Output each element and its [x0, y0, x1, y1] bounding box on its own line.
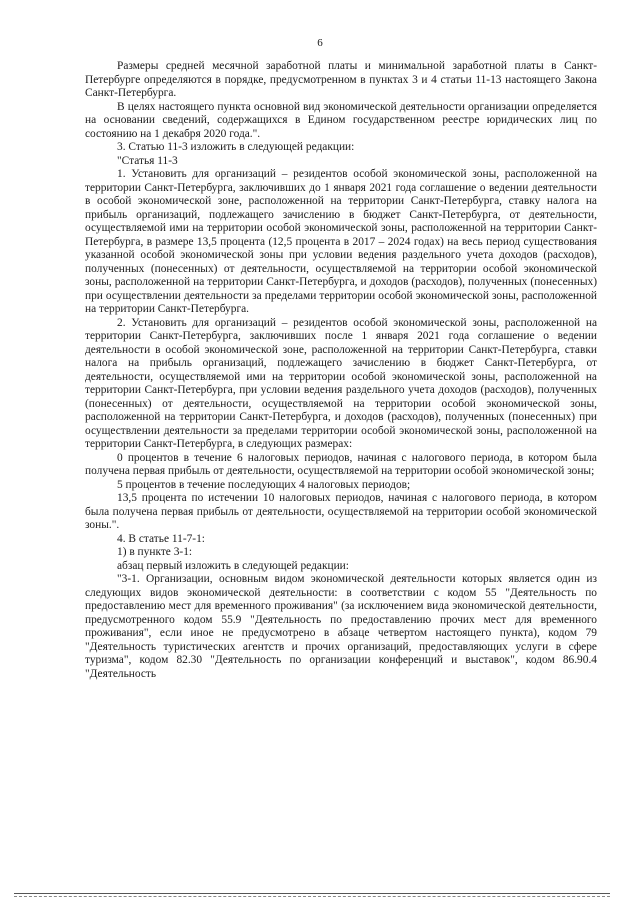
paragraph: "3-1. Организации, основным видом экономической деятельности которых является один из следующих видов экономической деятельности: в соответствии с кодом 55 "Деятельность по предоставлению мест для временного проживания" (за исключением вида экономической деятельности, предусмотренного кодом 55.9 "Деятельность по предоставлению прочих мест для временного проживания", если иное не предусмотрено в абзаце четвертом настоящего пункта), кодом 79 "Деятельность туристических агентств и прочих организаций, предоставляющих услуги в сфере туризма", кодом 82.30 "Деятельность по организации конференций и выставок", кодом 86.90.4 "Деятельность	[85, 573, 597, 680]
paragraph: 1. Установить для организаций – резидентов особой экономической зоны, расположенной на территории Санкт-Петербурга, заключивших до 1 января 2021 года соглашение о ведении деятельности в особой экономической зоне, расположенной на территории Санкт-Петербурга, ставку налога на прибыль организаций, подлежащего зачислению в бюджет Санкт-Петербурга, от деятельности, осуществляемой ими на территории особой экономической зоны, расположенной на территории Санкт-Петербурга, в размере 13,5 процента (12,5 процента в 2017 – 2024 годах) на весь период существования указанной особой экономической зоны при условии ведения раздельного учета доходов (расходов), полученных (понесенных) от деятельности, осуществляемой на территории особой экономической зоны, расположенной на территории Санкт-Петербурга, и доходов (расходов), полученных (понесенных) при осуществлении деятельности за пределами территории особой экономической зоны, расположенной на территории Санкт-Петербурга.	[85, 168, 597, 315]
paragraph: Размеры средней месячной заработной платы и минимальной заработной платы в Санкт-Петербурге определяются в порядке, предусмотренном в пунктах 3 и 4 статьи 11-13 настоящего Закона Санкт-Петербурга.	[85, 60, 597, 99]
paragraph: 4. В статье 11-7-1:	[117, 532, 205, 545]
paragraph: 1) в пункте 3-1:	[117, 546, 193, 558]
document-body	[85, 60, 597, 681]
paragraph: абзац первый изложить в следующей редакции:	[117, 559, 349, 572]
page-number: 6	[317, 37, 323, 49]
paragraph: 2. Установить для организаций – резидентов особой экономической зоны, расположенной на территории Санкт-Петербурга, заключивших после 1 января 2021 года соглашение о ведении деятельности в особой экономической зоне, расположенной на территории Санкт-Петербурга, ставки налога на прибыль организаций, подлежащего зачислению в бюджет Санкт-Петербурга, от деятельности, осуществляемой ими на территории особой экономической зоны, расположенной на территории Санкт-Петербурга, при условии ведения раздельного учета доходов (расходов), полученных (понесенных) от деятельности, осуществляемой на территории особой экономической зоны, расположенной на территории Санкт-Петербурга, и доходов (расходов), полученных (понесенных) при осуществлении деятельности за пределами территории особой экономической зоны, расположенной на территории Санкт-Петербурга, в следующих размерах:	[85, 316, 597, 450]
paragraph: "Статья 11-3	[117, 154, 178, 167]
paragraph: 3. Статью 11-3 изложить в следующей редакции:	[117, 141, 355, 153]
scan-edge-line	[14, 893, 610, 894]
paragraph: 5 процентов в течение последующих 4 налоговых периодов;	[117, 478, 411, 491]
paragraph: 0 процентов в течение 6 налоговых периодов, начиная с налогового периода, в котором была получена первая прибыль от деятельности, осуществляемой на территории особой экономической зоны;	[85, 451, 597, 477]
paragraph: 13,5 процента по истечении 10 налоговых периодов, начиная с налогового периода, в котором была получена первая прибыль от деятельности, осуществляемой на территории особой экономической зоны.".	[85, 492, 597, 531]
paragraph: В целях настоящего пункта основной вид экономической деятельности организации определяется на основании сведений, содержащихся в Едином государственном реестре юридических лиц по состоянию на 1 декабря 2020 года.".	[85, 100, 597, 140]
scan-edge-line	[14, 896, 610, 897]
